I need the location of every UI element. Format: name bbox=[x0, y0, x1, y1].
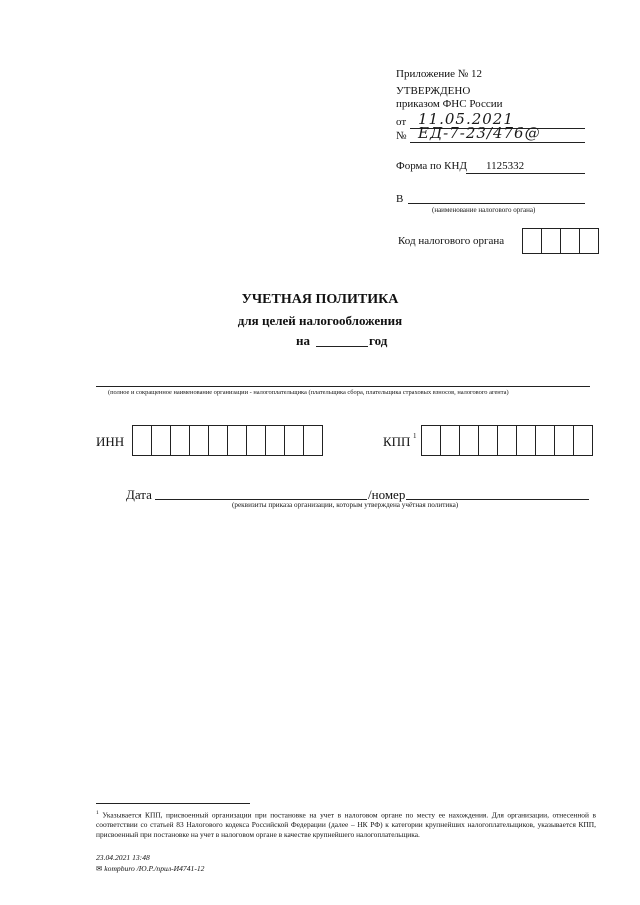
number-line[interactable] bbox=[406, 499, 589, 500]
footnote-text bbox=[96, 808, 596, 840]
recipient-line bbox=[408, 203, 585, 204]
year-suffix: год bbox=[369, 333, 388, 348]
order-number-handwritten: ЕД-7-23/476@ bbox=[418, 124, 541, 142]
order-number-label: № bbox=[396, 130, 407, 142]
tax-authority-code-cells[interactable] bbox=[522, 228, 599, 254]
order-date-label: от bbox=[396, 116, 407, 128]
organization-caption: (полное и сокращенное наименование организации - налогоплательщика (плательщика сбора, плательщика страховых взносов, налогового агента) bbox=[108, 389, 509, 396]
recipient-caption: (наименование налогового органа) bbox=[432, 206, 536, 214]
footnote-mark: 1 bbox=[96, 810, 99, 816]
date-label: Дата bbox=[126, 487, 152, 502]
print-timestamp: 23.04.2021 13:48 bbox=[96, 853, 150, 862]
organization-name-line bbox=[96, 386, 590, 387]
doc-subtitle: для целей налогообложения bbox=[237, 313, 403, 328]
tax-authority-code-label: Код налогового органа bbox=[398, 235, 505, 247]
footnote-body: Указывается КПП, присвоенный организации при постановке на учет в налоговом органе по месту ее нахождения. Для организации, отнесенной в соответствии со статьей 83 Налогового кодекса Российской Федерации (далее – НК РФ) к категории крупнейших налогоплательщиков, указывается КПП, присвоенный при постановке на учет в налоговом органе в качестве крупнейшего налогоплательщика. bbox=[96, 810, 596, 840]
inn-cells[interactable] bbox=[132, 425, 323, 456]
form-knd-line bbox=[466, 173, 585, 174]
kpp-footnote-mark: 1 bbox=[413, 432, 417, 440]
footnote-separator bbox=[96, 803, 250, 804]
document-icon: ✉ bbox=[96, 864, 103, 873]
approved-label: УТВЕРЖДЕНО bbox=[396, 85, 471, 97]
kpp-cells[interactable] bbox=[421, 425, 593, 456]
order-date-handwritten: 11.05.2021 bbox=[418, 110, 514, 128]
form-knd-label: Форма по КНД bbox=[396, 160, 467, 172]
number-label: /номер bbox=[368, 487, 406, 502]
order-number-line bbox=[410, 142, 585, 143]
date-line[interactable] bbox=[155, 499, 367, 500]
doc-title: УЧЕТНАЯ ПОЛИТИКА bbox=[241, 292, 399, 307]
document-reference-text: kompburo /Ю.Р./прил-И4741-12 bbox=[104, 864, 205, 873]
kpp-label: КПП bbox=[383, 434, 411, 449]
order-label: приказом ФНС России bbox=[396, 98, 503, 110]
recipient-label: В bbox=[396, 193, 404, 205]
form-knd-value: 1125332 bbox=[486, 160, 525, 172]
inn-label: ИНН bbox=[96, 434, 125, 449]
appendix-label: Приложение № 12 bbox=[396, 68, 483, 80]
requisites-caption: (реквизиты приказа организации, которым утверждена учётная политика) bbox=[232, 501, 459, 509]
document-reference bbox=[96, 864, 204, 873]
year-prefix: на bbox=[296, 333, 310, 348]
year-line bbox=[316, 346, 368, 347]
